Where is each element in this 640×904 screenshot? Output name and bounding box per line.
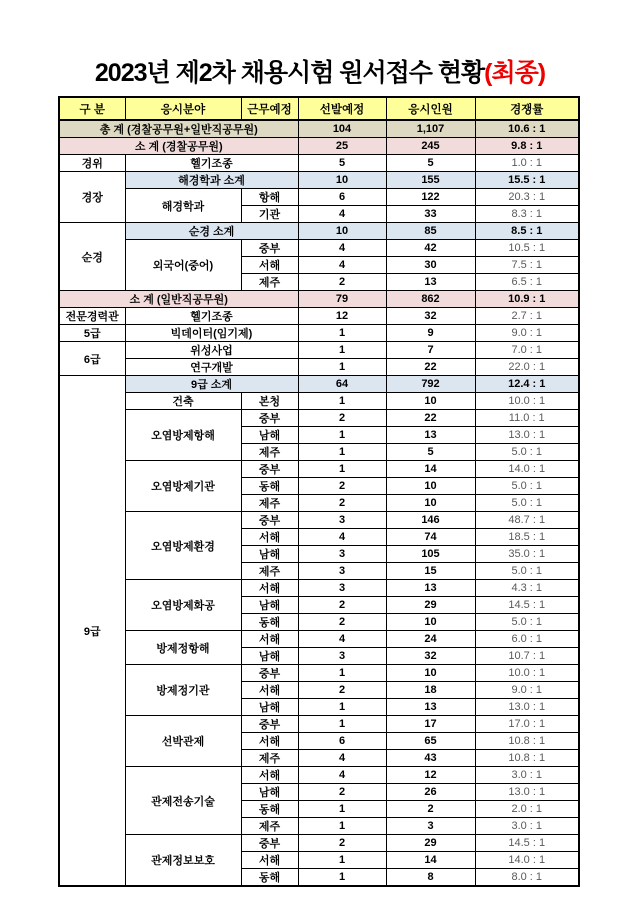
field-label: 해경학과 [125,189,241,223]
value-cell: 5 [386,444,475,461]
page-title-highlight: (최종) [484,59,546,87]
value-cell: 65 [386,733,475,750]
region-label: 제주 [241,750,298,767]
value-cell: 2 [298,835,386,852]
rank-label: 9급 [59,376,125,887]
column-header: 구 분 [59,97,125,120]
value-cell: 2 [298,784,386,801]
field-label: 선박관제 [125,716,241,767]
value-cell: 14 [386,461,475,478]
value-cell: 29 [386,835,475,852]
value-cell: 1 [298,852,386,869]
value-cell: 3 [298,648,386,665]
value-cell: 2.0 : 1 [475,801,579,818]
value-cell: 6.5 : 1 [475,274,579,291]
value-cell: 1 [298,699,386,716]
column-header: 경쟁률 [475,97,579,120]
value-cell: 10.8 : 1 [475,733,579,750]
value-cell: 10 [298,172,386,189]
table-row [59,342,579,359]
value-cell: 17.0 : 1 [475,716,579,733]
value-cell: 14.5 : 1 [475,835,579,852]
value-cell: 4 [298,257,386,274]
value-cell: 5 [386,155,475,172]
value-cell: 155 [386,172,475,189]
table-row [59,172,579,189]
value-cell: 3 [386,818,475,835]
value-cell: 13 [386,699,475,716]
value-cell: 792 [386,376,475,393]
value-cell: 20.3 : 1 [475,189,579,206]
value-cell: 10.9 : 1 [475,291,579,308]
region-label: 제주 [241,274,298,291]
value-cell: 1 [298,665,386,682]
region-label: 서해 [241,529,298,546]
rank-label: 전문경력관 [59,308,125,325]
value-cell: 8 [386,869,475,887]
column-header: 근무예정 [241,97,298,120]
value-cell: 10.5 : 1 [475,240,579,257]
field-label: 외국어(중어) [125,240,241,291]
region-label: 동해 [241,801,298,818]
value-cell: 10 [386,393,475,410]
value-cell: 2.7 : 1 [475,308,579,325]
table-row [59,393,579,410]
value-cell: 122 [386,189,475,206]
value-cell: 146 [386,512,475,529]
value-cell: 10 [386,665,475,682]
value-cell: 3 [298,563,386,580]
value-cell: 33 [386,206,475,223]
value-cell: 17 [386,716,475,733]
table-row [59,189,579,206]
field-label: 빅데이터(임기제) [125,325,298,342]
value-cell: 13.0 : 1 [475,784,579,801]
field-label: 헬기조종 [125,155,298,172]
region-label: 남해 [241,648,298,665]
value-cell: 5 [298,155,386,172]
column-header: 선발예정 [298,97,386,120]
value-cell: 1 [298,393,386,410]
value-cell: 5.0 : 1 [475,478,579,495]
value-cell: 14.0 : 1 [475,461,579,478]
value-cell: 13.0 : 1 [475,427,579,444]
table-row [59,155,579,172]
rank-label: 순경 [59,223,125,291]
column-header: 응시인원 [386,97,475,120]
value-cell: 35.0 : 1 [475,546,579,563]
field-label: 건축 [125,393,241,410]
value-cell: 1 [298,342,386,359]
region-label: 기관 [241,206,298,223]
region-label: 서해 [241,852,298,869]
rank-label: 6급 [59,342,125,376]
table-row [59,120,579,138]
value-cell: 8.3 : 1 [475,206,579,223]
value-cell: 9.8 : 1 [475,138,579,155]
region-label: 서해 [241,682,298,699]
value-cell: 104 [298,120,386,138]
value-cell: 11.0 : 1 [475,410,579,427]
value-cell: 18.5 : 1 [475,529,579,546]
header-row [59,97,579,120]
value-cell: 22 [386,410,475,427]
value-cell: 4 [298,631,386,648]
field-label: 연구개발 [125,359,298,376]
value-cell: 4 [298,750,386,767]
value-cell: 26 [386,784,475,801]
region-label: 중부 [241,410,298,427]
value-cell: 64 [298,376,386,393]
value-cell: 5.0 : 1 [475,444,579,461]
table-row [59,240,579,257]
value-cell: 2 [298,495,386,512]
region-label: 남해 [241,597,298,614]
summary-table [58,96,580,887]
value-cell: 29 [386,597,475,614]
table-row [59,580,579,597]
field-label: 관제전송기술 [125,767,241,835]
value-cell: 15.5 : 1 [475,172,579,189]
region-label: 서해 [241,580,298,597]
value-cell: 6 [298,189,386,206]
field-label: 방제정항해 [125,631,241,665]
value-cell: 105 [386,546,475,563]
value-cell: 10.0 : 1 [475,393,579,410]
table-row [59,325,579,342]
row-label: 소 계 (경찰공무원) [59,138,298,155]
value-cell: 2 [298,478,386,495]
table-row [59,291,579,308]
value-cell: 5.0 : 1 [475,563,579,580]
value-cell: 9 [386,325,475,342]
value-cell: 10.7 : 1 [475,648,579,665]
page-title [0,54,640,92]
region-label: 제주 [241,818,298,835]
table-row [59,631,579,648]
row-label: 총 계 (경찰공무원+일반직공무원) [59,120,298,138]
value-cell: 12.4 : 1 [475,376,579,393]
region-label: 제주 [241,563,298,580]
value-cell: 3 [298,546,386,563]
value-cell: 1 [298,801,386,818]
value-cell: 4 [298,206,386,223]
value-cell: 13.0 : 1 [475,699,579,716]
value-cell: 4.3 : 1 [475,580,579,597]
value-cell: 3.0 : 1 [475,767,579,784]
region-label: 동해 [241,478,298,495]
region-label: 본청 [241,393,298,410]
region-label: 중부 [241,716,298,733]
value-cell: 2 [298,274,386,291]
region-label: 남해 [241,427,298,444]
value-cell: 10 [386,478,475,495]
rank-label: 경장 [59,172,125,223]
table-row [59,410,579,427]
value-cell: 7.5 : 1 [475,257,579,274]
value-cell: 3 [298,512,386,529]
value-cell: 10 [386,614,475,631]
rank-label: 경위 [59,155,125,172]
value-cell: 12 [298,308,386,325]
value-cell: 1 [298,325,386,342]
value-cell: 245 [386,138,475,155]
value-cell: 1 [298,444,386,461]
value-cell: 43 [386,750,475,767]
table-row [59,665,579,682]
value-cell: 1 [298,869,386,887]
value-cell: 32 [386,648,475,665]
table-row [59,359,579,376]
region-label: 동해 [241,869,298,887]
value-cell: 24 [386,631,475,648]
value-cell: 10.6 : 1 [475,120,579,138]
field-label: 방제정기관 [125,665,241,716]
value-cell: 6.0 : 1 [475,631,579,648]
table-row [59,716,579,733]
value-cell: 14.5 : 1 [475,597,579,614]
value-cell: 1 [298,427,386,444]
region-label: 남해 [241,699,298,716]
region-label: 제주 [241,444,298,461]
page-title-text: 2023년 제2차 채용시험 원서접수 현황 [94,59,485,87]
value-cell: 13 [386,274,475,291]
subtotal-label: 해경학과 소계 [125,172,298,189]
value-cell: 5.0 : 1 [475,495,579,512]
value-cell: 14.0 : 1 [475,852,579,869]
value-cell: 7.0 : 1 [475,342,579,359]
region-label: 항해 [241,189,298,206]
value-cell: 22 [386,359,475,376]
region-label: 중부 [241,835,298,852]
table-row [59,835,579,852]
field-label: 위성사업 [125,342,298,359]
region-label: 중부 [241,512,298,529]
field-label: 헬기조종 [125,308,298,325]
value-cell: 48.7 : 1 [475,512,579,529]
table-row [59,767,579,784]
table-header [59,97,579,120]
row-label: 소 계 (일반직공무원) [59,291,298,308]
subtotal-label: 9급 소계 [125,376,298,393]
table-body [59,120,579,886]
value-cell: 1 [298,461,386,478]
value-cell: 32 [386,308,475,325]
value-cell: 9.0 : 1 [475,325,579,342]
table-wrapper [58,96,578,887]
value-cell: 10 [298,223,386,240]
value-cell: 8.5 : 1 [475,223,579,240]
value-cell: 30 [386,257,475,274]
table-row [59,512,579,529]
region-label: 중부 [241,461,298,478]
value-cell: 8.0 : 1 [475,869,579,887]
value-cell: 13 [386,580,475,597]
region-label: 동해 [241,614,298,631]
value-cell: 2 [298,410,386,427]
region-label: 중부 [241,665,298,682]
region-label: 서해 [241,257,298,274]
value-cell: 2 [386,801,475,818]
region-label: 서해 [241,767,298,784]
field-label: 오염방제항해 [125,410,241,461]
value-cell: 4 [298,240,386,257]
value-cell: 3.0 : 1 [475,818,579,835]
value-cell: 1,107 [386,120,475,138]
value-cell: 1 [298,359,386,376]
region-label: 남해 [241,784,298,801]
value-cell: 2 [298,614,386,631]
value-cell: 2 [298,682,386,699]
field-label: 오염방제화공 [125,580,241,631]
value-cell: 12 [386,767,475,784]
value-cell: 25 [298,138,386,155]
value-cell: 9.0 : 1 [475,682,579,699]
value-cell: 85 [386,223,475,240]
table-row [59,461,579,478]
field-label: 오염방제기관 [125,461,241,512]
value-cell: 13 [386,427,475,444]
value-cell: 862 [386,291,475,308]
value-cell: 1.0 : 1 [475,155,579,172]
value-cell: 18 [386,682,475,699]
value-cell: 4 [298,767,386,784]
value-cell: 10.0 : 1 [475,665,579,682]
table-row [59,138,579,155]
region-label: 서해 [241,733,298,750]
value-cell: 6 [298,733,386,750]
region-label: 남해 [241,546,298,563]
table-row [59,223,579,240]
value-cell: 79 [298,291,386,308]
value-cell: 5.0 : 1 [475,614,579,631]
value-cell: 2 [298,597,386,614]
table-row [59,376,579,393]
value-cell: 1 [298,818,386,835]
rank-label: 5급 [59,325,125,342]
value-cell: 7 [386,342,475,359]
value-cell: 14 [386,852,475,869]
table-row [59,308,579,325]
value-cell: 74 [386,529,475,546]
subtotal-label: 순경 소계 [125,223,298,240]
value-cell: 10.8 : 1 [475,750,579,767]
region-label: 제주 [241,495,298,512]
value-cell: 3 [298,580,386,597]
value-cell: 22.0 : 1 [475,359,579,376]
value-cell: 4 [298,529,386,546]
region-label: 중부 [241,240,298,257]
field-label: 오염방제환경 [125,512,241,580]
field-label: 관제정보보호 [125,835,241,887]
value-cell: 10 [386,495,475,512]
value-cell: 15 [386,563,475,580]
value-cell: 42 [386,240,475,257]
column-header: 응시분야 [125,97,241,120]
region-label: 서해 [241,631,298,648]
value-cell: 1 [298,716,386,733]
